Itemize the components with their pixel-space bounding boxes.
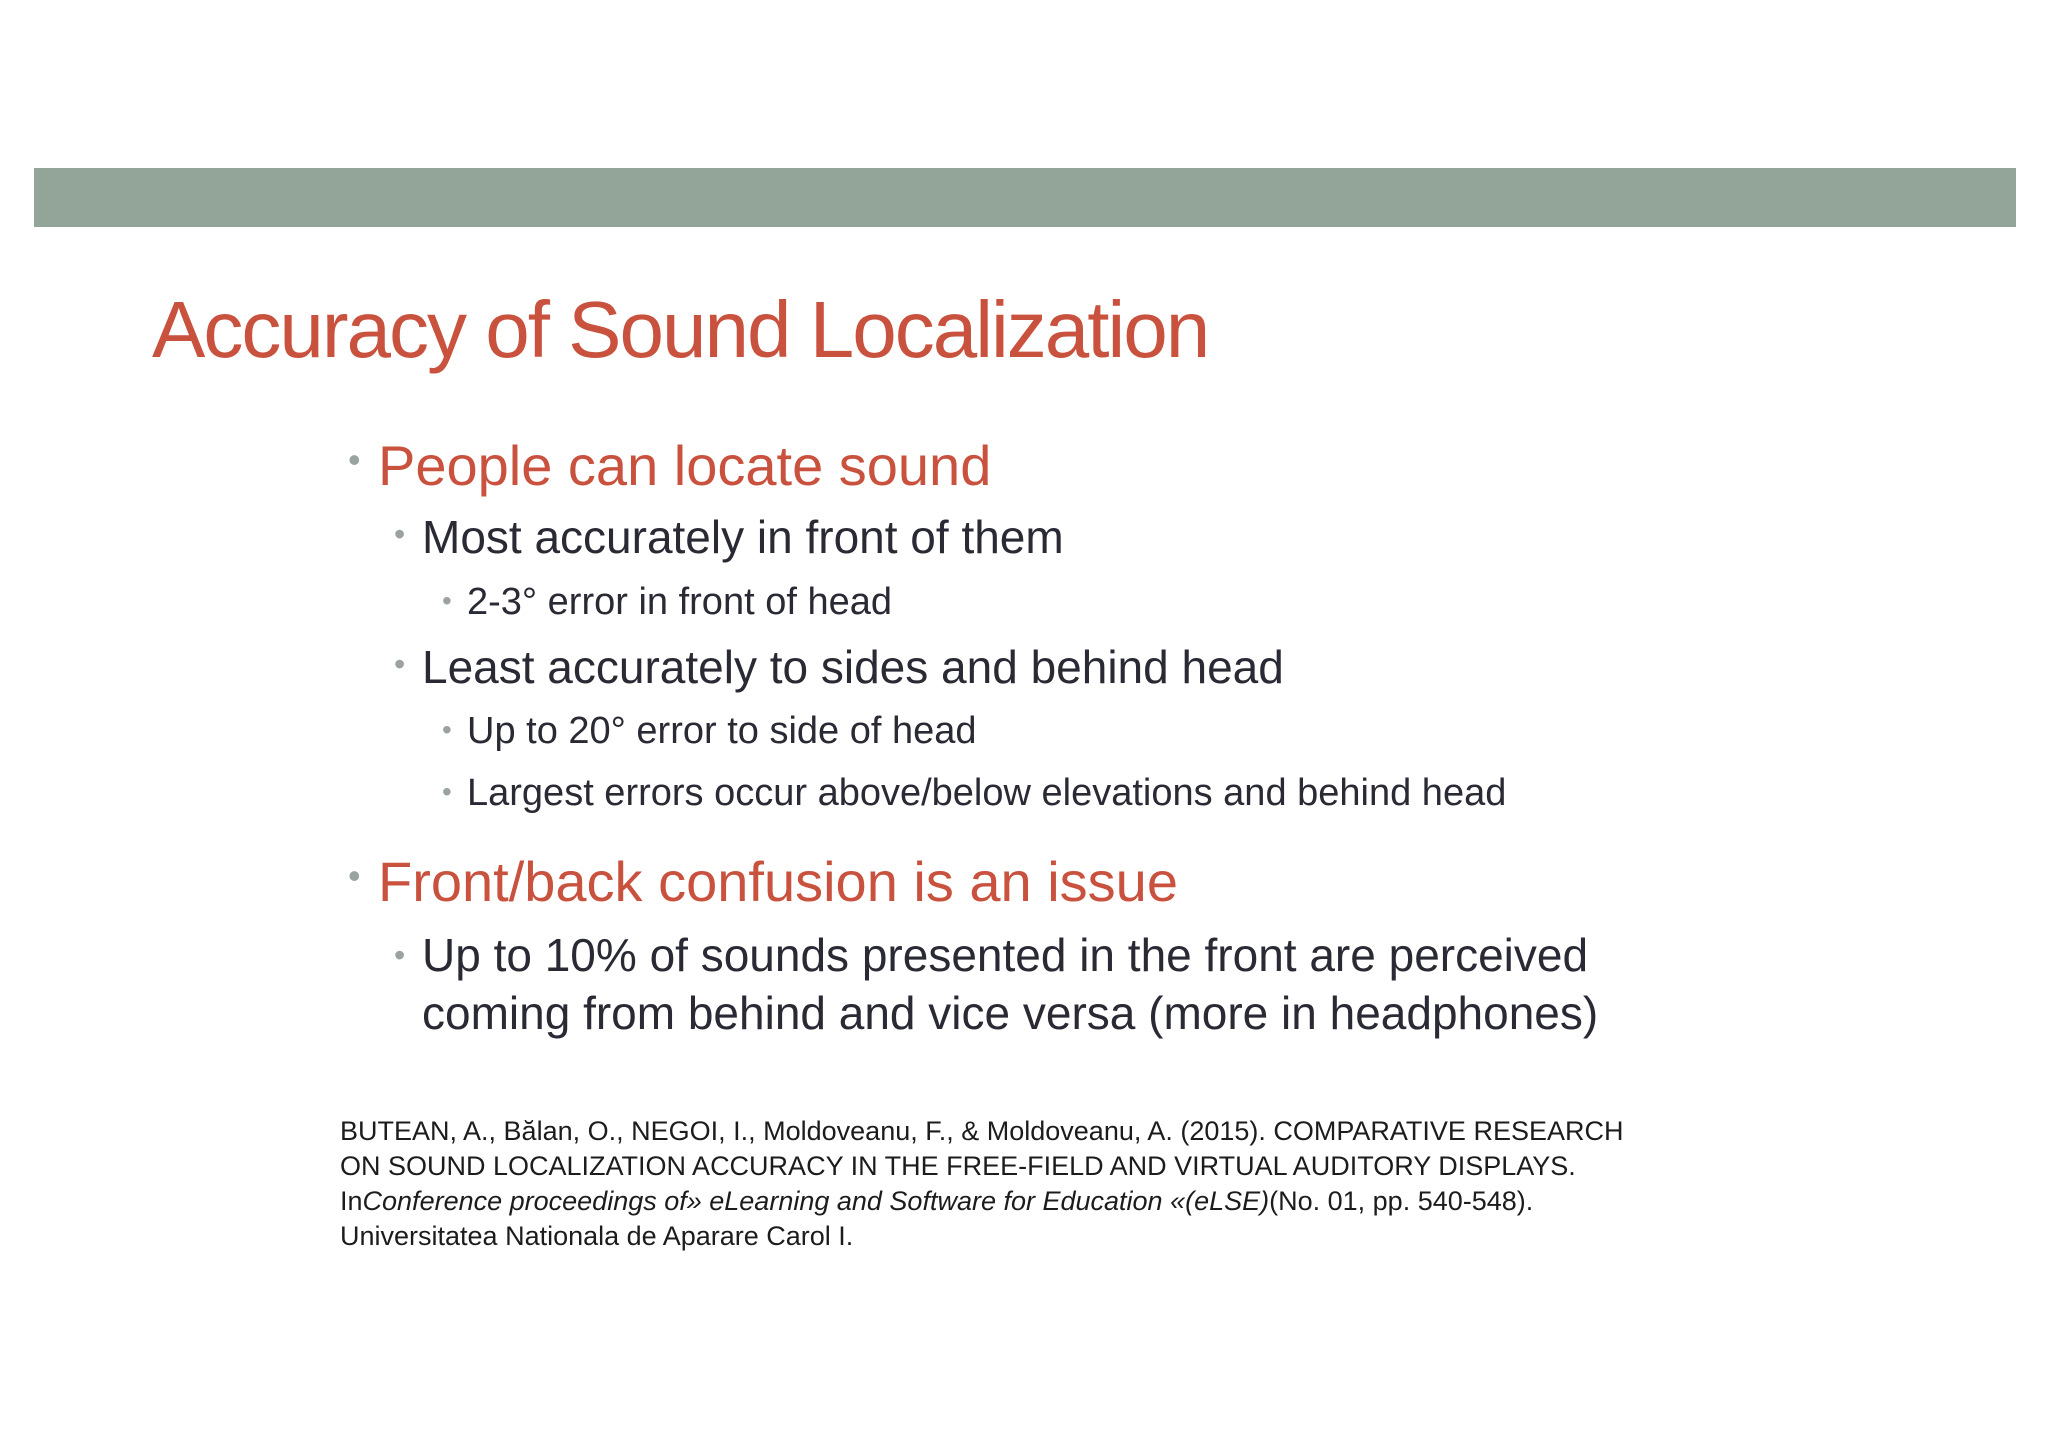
header-band: [34, 168, 2016, 227]
slide-title: Accuracy of Sound Localization: [152, 285, 1209, 374]
bullet-item-side-error: [442, 709, 977, 755]
bullet-item-people-locate-sound: [348, 432, 992, 499]
citation: [340, 1114, 1780, 1254]
bullet-text: Most accurately in front of them: [422, 511, 1064, 563]
bullet-text: Least accurately to sides and behind head: [422, 641, 1284, 693]
citation-line-3: [340, 1184, 1780, 1219]
bullet-text: Largest errors occur above/below elevations and behind head: [467, 772, 1507, 814]
citation-line-1: BUTEAN, A., Bălan, O., NEGOI, I., Moldoveanu, F., & Moldoveanu, A. (2015). COMPARATIVE RESEARCH: [340, 1116, 1624, 1146]
bullet-item-least-accurately-sides: [394, 640, 1284, 695]
bullet-text-line-2: coming from behind and vice versa (more in headphones): [422, 987, 1599, 1039]
bullet-text-line-1: Up to 10% of sounds presented in the front are perceived: [422, 929, 1589, 981]
citation-journal: Conference proceedings of» eLearning and Software for Education «(eLSE): [362, 1186, 1270, 1216]
citation-line-2: ON SOUND LOCALIZATION ACCURACY IN THE FREE-FIELD AND VIRTUAL AUDITORY DISPLAYS.: [340, 1151, 1576, 1181]
citation-pages: (No. 01, pp. 540-548).: [1269, 1186, 1534, 1216]
bullet-text: People can locate sound: [378, 434, 992, 497]
bullet-dot-icon: •: [348, 855, 361, 896]
bullet-item-most-accurately-front: [394, 510, 1064, 565]
bullet-dot-icon: •: [442, 714, 452, 745]
bullet-item-largest-errors: [442, 771, 1507, 817]
bullet-dot-icon: •: [394, 646, 406, 682]
bullet-text: Up to 20° error to side of head: [467, 710, 977, 752]
bullet-dot-icon: •: [394, 937, 406, 973]
bullet-dot-icon: •: [348, 439, 361, 480]
bullet-item-ten-percent-sounds: [394, 926, 1599, 1042]
citation-line-4: Universitatea Nationala de Aparare Carol I.: [340, 1221, 854, 1251]
bullet-item-front-back-confusion: [348, 848, 1178, 915]
bullet-dot-icon: •: [442, 776, 452, 807]
bullet-text: Front/back confusion is an issue: [378, 850, 1178, 913]
bullet-text: 2-3° error in front of head: [467, 581, 892, 623]
bullet-dot-icon: •: [442, 585, 452, 616]
citation-prefix: In: [340, 1186, 363, 1216]
bullet-dot-icon: •: [394, 516, 406, 552]
bullet-item-front-error: [442, 580, 892, 626]
